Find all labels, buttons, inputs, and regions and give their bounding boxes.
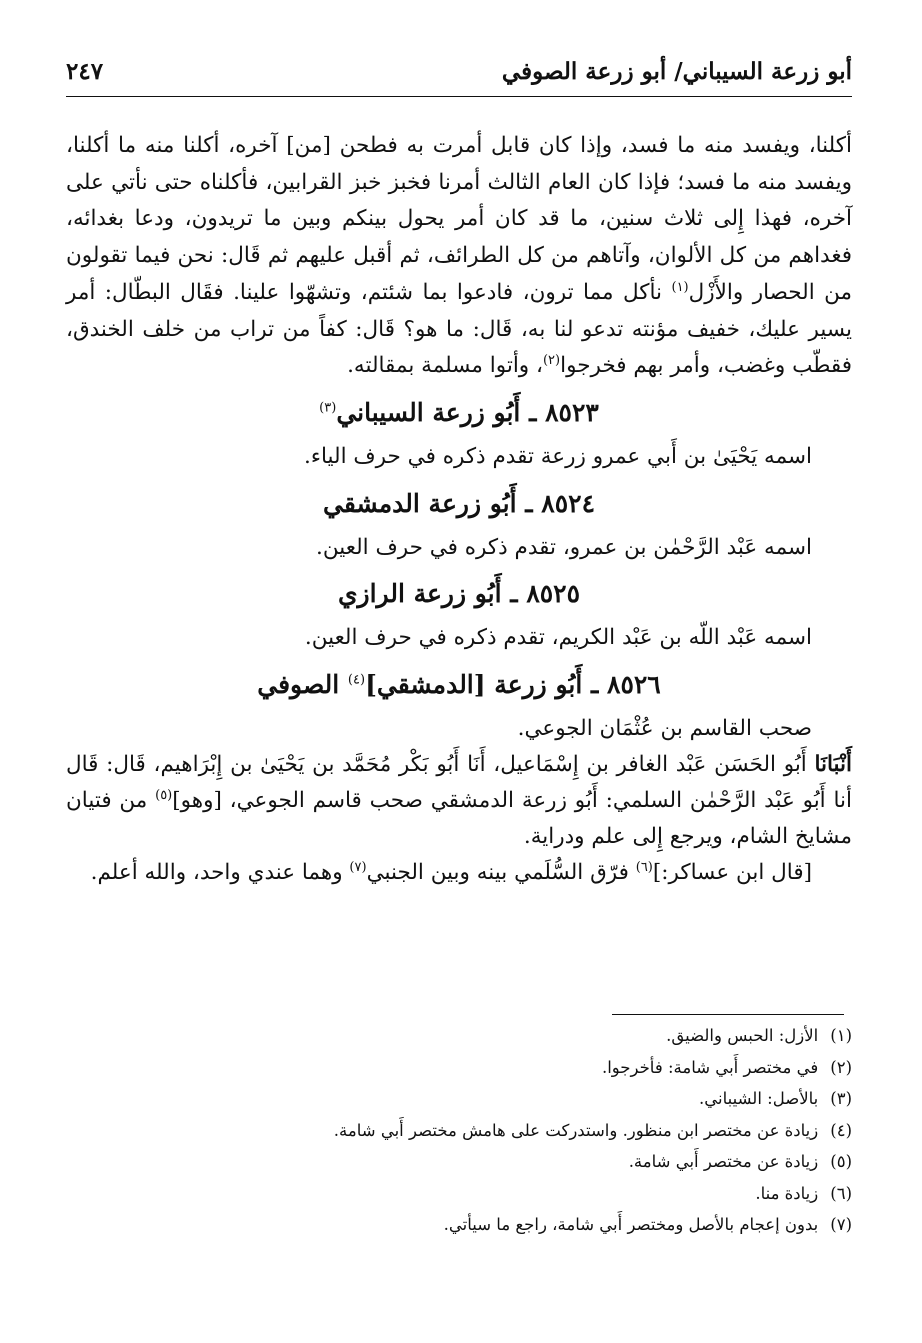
intro-paragraph: [66, 128, 852, 385]
entry-text-8524: اسمه عَبْد الرَّحْمٰن بن عمرو، تقدم ذكره في حرف العين.: [316, 534, 812, 560]
footnotes: [66, 1020, 852, 1241]
footnote-number: (٢): [830, 1057, 852, 1077]
entry-text-8525: اسمه عَبْد اللّه بن عَبْد الكريم، تقدم ذكره في حرف العين.: [304, 625, 812, 651]
footnote-7: [66, 1209, 852, 1241]
isnad-text-b: من فتيان مشايخ الشام، ويرجع إِلى علم ودراية.: [66, 788, 852, 850]
footnote-2: [66, 1052, 852, 1084]
footnote-number: (٤): [830, 1120, 852, 1140]
footnote-number: (٣): [830, 1089, 852, 1108]
footnote-separator: [612, 1014, 844, 1015]
entry-heading-8525: ٨٥٢٥ ـ أَبُو زرعة الرازي: [337, 579, 581, 609]
footnote-text: زيادة منا.: [755, 1183, 819, 1203]
footnote-3: [66, 1083, 852, 1115]
entry-heading-text: الصوفي: [257, 670, 348, 700]
footnote-6: [66, 1178, 852, 1210]
footnote-text: زيادة عن مختصر ابن منظور. واستدركت على هامش مختصر أَبي شامة.: [333, 1120, 819, 1140]
intro-text-b: نأكل مما ترون، فادعوا بما شئتم، وتشهّوا علينا. فقَال البطّال: أمر يسير عليك، خفيف مؤنته تدعو لنا به، قَال: ما هو؟ قَال: كفاً من تراب من خلف الخندق، فقطّب وغضب، وأمر بهم فخرجوا: [66, 279, 852, 379]
isnad-text-a: أَبُو الحَسَن عَبْد الغافر بن إِسْمَاعيل، أَنَا أَبُو بَكْر مُحَمَّد بن يَحْيَىٰ بن إِبْرَاهيم، قَال: قَال أنا أَبُو عَبْد الرَّحْمٰن السلمي: أَبُو زرعة الدمشقي صحب قاسم الجوعي، [وهو]: [66, 752, 852, 814]
entry-heading-8526: [66, 661, 852, 709]
footnote-ref-5: (٥): [155, 787, 173, 803]
isnad-paragraph: [66, 747, 852, 855]
intro-text-a: أكلنا، ويفسد منه ما فسد، وإذا كان قابل أمرت به فطحن [من] آخره، أكلنا منه ما أكلنا، ويفسد منه ما فسد؛ فإذا كان العام الثالث أمرنا فخبز خبز القرابين، فأكلناه حتى نأتي على آخره، فهذا إِلى ثلاث سنين، ما قد كان أمر يحول بينكم وبين ما تريدون، ودعا بغدائه، فغداهم من كل الألوان، وآتاهم من كل الطرائف، ثم أقبل عليهم ثم قَال: نحن فيما تقولون من الحصار والأَزْل: [66, 133, 852, 305]
footnote-ref-7: (٧): [349, 859, 367, 875]
running-head: أبو زرعة السيباني/ أبو زرعة الصوفي: [501, 58, 852, 85]
footnote-ref-1: (١): [671, 279, 689, 295]
footnote-ref-4: (٤): [347, 672, 366, 688]
footnote-text: الأزل: الحبس والضيق.: [666, 1026, 819, 1045]
footnote-text: بدون إعجام بالأصل ومختصر أَبي شامة، راجع ما سيأتي.: [443, 1215, 819, 1234]
page-body: [66, 128, 852, 891]
comment-text-c: وهما عندي واحد، والله أعلم.: [90, 860, 350, 886]
intro-text-c: ، وأتوا مسلمة بمقالته.: [347, 353, 543, 379]
header-rule: [66, 96, 852, 97]
comment-text-a: [قال ابن عساكر:]: [652, 860, 812, 886]
footnote-number: (٦): [830, 1183, 852, 1203]
page-number: ٢٤٧: [66, 58, 104, 85]
footnote-number: (٥): [830, 1152, 852, 1171]
footnote-text: بالأصل: الشيباني.: [699, 1089, 819, 1108]
footnote-ref-2: (٢): [542, 353, 561, 369]
entry-heading-8524: ٨٥٢٤ ـ أَبُو زرعة الدمشقي: [322, 488, 595, 518]
page-header: [66, 58, 852, 98]
footnote-4: [66, 1115, 852, 1147]
footnote-text: في مختصر أَبي شامة: فأخرجوا.: [601, 1057, 819, 1077]
entry-heading-8523: [66, 389, 852, 437]
comment-text-b: فرّق السُّلَمي بينه وبين الجنبي: [366, 860, 636, 886]
footnote-number: (١): [830, 1026, 852, 1045]
ibn-asakir-paragraph: [66, 855, 852, 891]
entry-heading-text: ٨٥٢٣ ـ أَبُو زرعة السيباني: [336, 397, 599, 427]
anbana-word: أَنْبَانَا: [814, 752, 852, 778]
footnote-number: (٧): [830, 1215, 852, 1234]
footnote-ref-3: (٣): [319, 400, 337, 416]
footnote-5: [66, 1146, 852, 1178]
entry-heading-text: ٨٥٢٦ ـ أَبُو زرعة [الدمشقي]: [365, 670, 661, 700]
entry-subtitle-8526: صحب القاسم بن عُثْمَان الجوعي.: [517, 716, 812, 742]
footnote-1: [66, 1020, 852, 1052]
footnote-ref-6: (٦): [635, 859, 653, 875]
entry-text-8523: اسمه يَحْيَىٰ بن أَبي عمرو زرعة تقدم ذكره في حرف الياء.: [304, 443, 812, 469]
footnote-text: زيادة عن مختصر أَبي شامة.: [628, 1152, 819, 1171]
